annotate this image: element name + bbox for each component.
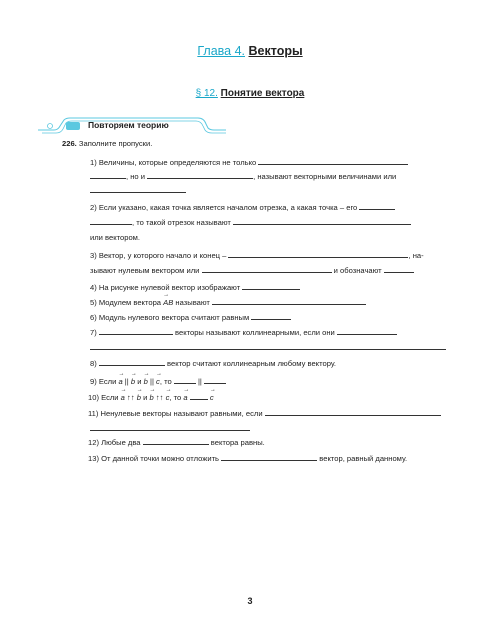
blank-field[interactable] bbox=[174, 375, 196, 384]
item-1-text-b: , но и bbox=[126, 172, 145, 181]
item-13-line bbox=[88, 452, 407, 464]
item-1-text-a: 1) Величины, которые определяются не только bbox=[90, 158, 257, 167]
item-12-line bbox=[88, 436, 265, 448]
blank-field[interactable] bbox=[258, 156, 408, 165]
blank-field[interactable] bbox=[337, 326, 397, 335]
item-1-line-2 bbox=[90, 170, 396, 182]
item-3-text-c: зывают нулевым вектором или bbox=[90, 266, 200, 275]
parallel-symbol: || bbox=[197, 377, 202, 386]
task-heading bbox=[62, 138, 152, 149]
section-heading bbox=[0, 88, 500, 99]
blank-field[interactable] bbox=[384, 264, 414, 273]
vector-a: → a bbox=[183, 392, 187, 403]
item-3-text-d: и обозначают bbox=[333, 266, 382, 275]
chapter-title: Векторы bbox=[248, 44, 303, 58]
blank-field[interactable] bbox=[228, 249, 408, 258]
vector-b: → b bbox=[131, 376, 135, 387]
codirected-symbol: ↑↑ bbox=[155, 393, 164, 402]
item-2-line-1 bbox=[90, 201, 395, 213]
item-9-text-b: и bbox=[137, 377, 142, 386]
vector-b: → b bbox=[137, 392, 141, 403]
item-7-line-1 bbox=[90, 326, 397, 338]
item-9-line bbox=[90, 375, 226, 387]
parallel-symbol: || bbox=[149, 377, 154, 386]
item-8-text-b: вектор считают коллинеарным любому вектору. bbox=[167, 359, 336, 368]
item-1-line-1 bbox=[90, 156, 408, 168]
blank-field[interactable] bbox=[90, 216, 132, 225]
chapter-heading bbox=[0, 44, 500, 58]
page-number: 3 bbox=[247, 596, 253, 606]
item-13-text-b: вектор, равный данному. bbox=[319, 454, 408, 463]
blank-field[interactable] bbox=[242, 281, 300, 290]
item-1-line-3 bbox=[90, 184, 186, 196]
item-11-line-2 bbox=[90, 422, 250, 434]
blank-field[interactable] bbox=[359, 201, 395, 210]
blank-field[interactable] bbox=[90, 422, 250, 431]
item-10-text-c: , то bbox=[169, 393, 182, 402]
section-number: § 12. bbox=[195, 88, 218, 99]
item-12-text-b: вектора равны. bbox=[210, 438, 265, 447]
blank-field[interactable] bbox=[221, 452, 317, 461]
item-2-line-3 bbox=[90, 232, 140, 243]
item-7-line-2 bbox=[90, 341, 446, 353]
vector-c: → c bbox=[166, 392, 170, 403]
blank-field[interactable] bbox=[233, 216, 411, 225]
item-8-line bbox=[90, 357, 336, 369]
theory-banner-label: Повторяем теорию bbox=[88, 120, 169, 130]
item-7-text-b: векторы называют коллинеарными, если они bbox=[175, 328, 335, 337]
item-2-text-c: или вектором. bbox=[90, 233, 140, 242]
blank-field[interactable] bbox=[212, 296, 366, 305]
blank-field[interactable] bbox=[90, 341, 446, 350]
item-2-text-b: , то такой отрезок называют bbox=[132, 218, 231, 227]
item-10-line bbox=[88, 391, 214, 403]
item-11-line-1 bbox=[88, 407, 441, 419]
task-number: 226. bbox=[62, 139, 77, 148]
item-9-text-c: , то bbox=[159, 377, 172, 386]
item-11-text: 11) Ненулевые векторы называют равными, если bbox=[88, 409, 263, 418]
item-4-line bbox=[90, 281, 300, 293]
item-6-line bbox=[90, 311, 291, 323]
blank-field[interactable] bbox=[143, 436, 209, 445]
item-5-line bbox=[90, 296, 366, 308]
item-13-text-a: 13) От данной точки можно отложить bbox=[88, 454, 220, 463]
item-4-text: 4) На рисунке нулевой вектор изображают bbox=[90, 283, 241, 292]
item-6-text: 6) Модуль нулевого вектора считают равным bbox=[90, 313, 250, 322]
vector-b: → b bbox=[149, 392, 153, 403]
item-1-text-c: , называют векторными величинами или bbox=[253, 172, 397, 181]
task-text: Заполните пропуски. bbox=[78, 139, 153, 148]
blank-field[interactable] bbox=[202, 264, 332, 273]
item-12-text-a: 12) Любые два bbox=[88, 438, 141, 447]
item-9-text-a: 9) Если bbox=[90, 377, 117, 386]
vector-a: → a bbox=[118, 376, 122, 387]
blank-field[interactable] bbox=[190, 391, 208, 400]
vector-a: → a bbox=[121, 392, 125, 403]
blank-field[interactable] bbox=[90, 184, 186, 193]
blank-field[interactable] bbox=[90, 170, 126, 179]
blank-field[interactable] bbox=[147, 170, 253, 179]
item-2-line-2 bbox=[90, 216, 411, 228]
item-3-text-a: 3) Вектор, у которого начало и конец – bbox=[90, 251, 227, 260]
item-10-text-a: 10) Если bbox=[88, 393, 119, 402]
item-5-text-b: называют bbox=[175, 298, 210, 307]
blank-field[interactable] bbox=[204, 375, 226, 384]
vector-ab: → AB bbox=[163, 297, 173, 308]
item-2-text-a: 2) Если указано, какая точка является началом отрезка, а какая точка – его bbox=[90, 203, 358, 212]
section-title: Понятие вектора bbox=[220, 88, 305, 99]
vector-c: → c bbox=[210, 392, 214, 403]
item-3-line-2 bbox=[90, 264, 414, 276]
item-3-text-b: , на- bbox=[408, 251, 424, 260]
blank-field[interactable] bbox=[99, 326, 173, 335]
blank-field[interactable] bbox=[265, 407, 441, 416]
codirected-symbol: ↑↑ bbox=[127, 393, 135, 402]
item-7-text-a: 7) bbox=[90, 328, 97, 337]
item-5-text-a: 5) Модулем вектора bbox=[90, 298, 162, 307]
item-3-line-1 bbox=[90, 249, 424, 261]
parallel-symbol: || bbox=[124, 377, 129, 386]
item-8-text-a: 8) bbox=[90, 359, 97, 368]
chapter-number: Глава 4. bbox=[197, 44, 246, 58]
item-10-text-b: и bbox=[143, 393, 148, 402]
vector-c: → c bbox=[156, 376, 160, 387]
blank-field[interactable] bbox=[251, 311, 291, 320]
blank-field[interactable] bbox=[99, 357, 165, 366]
vector-b: → b bbox=[144, 376, 148, 387]
